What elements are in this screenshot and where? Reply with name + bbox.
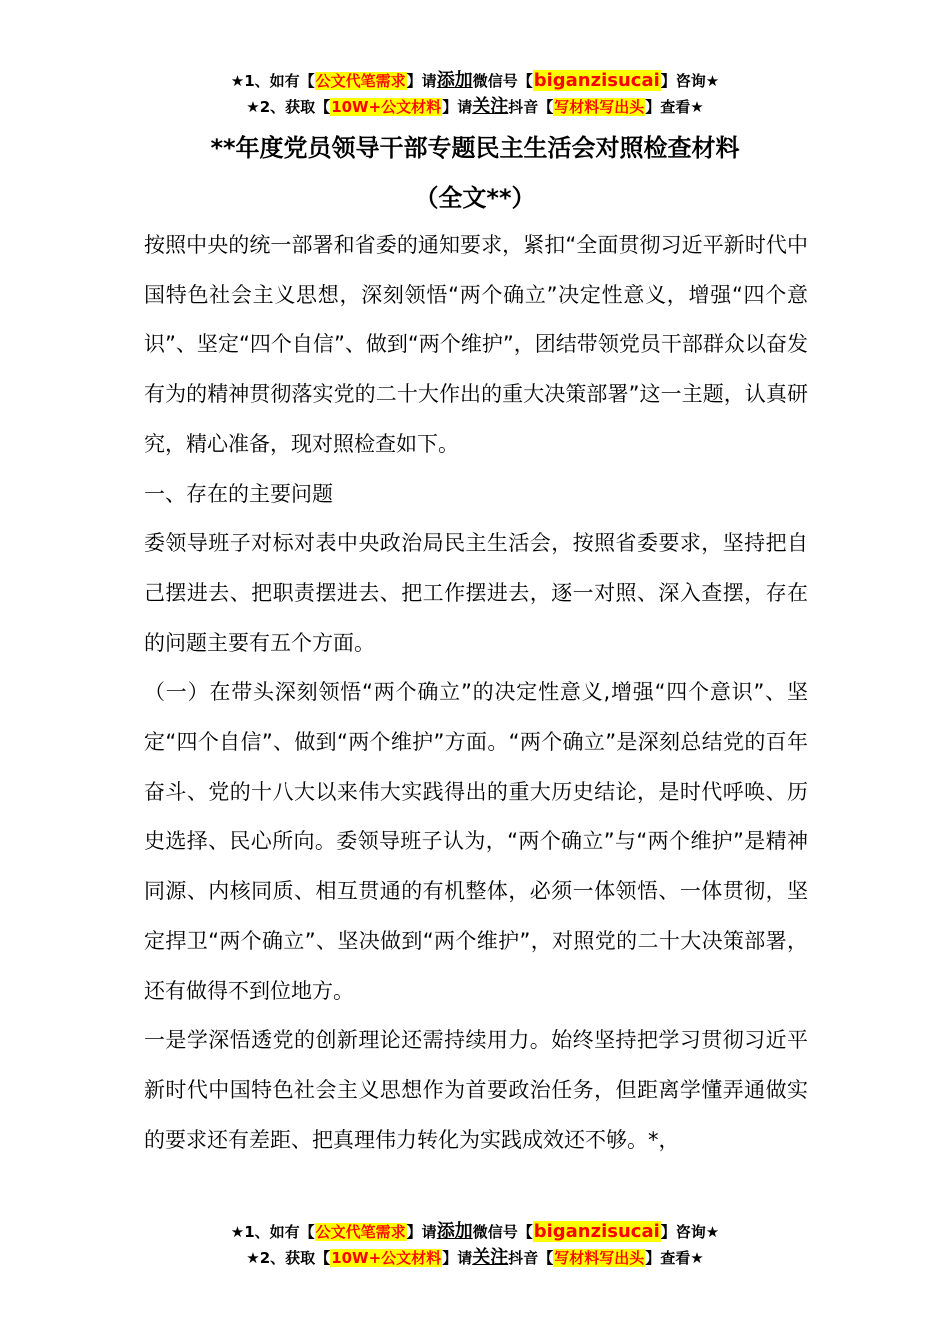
promo-line-1: ★1、如有【公文代笔需求】请添加微信号【biganzisucai】咨询★ (230, 70, 720, 91)
paragraph: （一）在带头深刻领悟“两个确立”的决定性意义,增强“四个意识”、坚定“四个自信”、做到“两个维护”方面。“两个确立”是深刻总结党的百年奋斗、党的十八大以来伟大实践得出的重大历史结论，是时代呼唤、历史选择、民心所向。委领导班子认为，“两个确立”与“两个维护”是精神同源、内核同质、相互贯通的有机整体，必须一体领悟、一体贯彻，坚定捍卫“两个确立”、坚决做到“两个维护”，对照党的二十大决策部署，还有做得不到位地方。 (144, 680, 808, 1003)
promo-banner-top (0, 68, 950, 120)
promo-line-2: ★2、获取【10W+公文材料】请关注抖音【写材料写出头】查看★ (246, 96, 704, 117)
highlight-text: biganzisucai (533, 1221, 660, 1242)
highlight-text: biganzisucai (533, 70, 660, 91)
underlined-text: 添加 (436, 1221, 473, 1242)
promo-banner-bottom (0, 1219, 950, 1271)
highlight-text: 10W+公文材料 (331, 1249, 442, 1267)
highlight-text: 10W+公文材料 (331, 98, 442, 116)
highlight-text: 写材料写出头 (554, 98, 645, 116)
paragraph: 按照中央的统一部署和省委的通知要求，紧扣“全面贯彻习近平新时代中国特色社会主义思想，深刻领悟“两个确立”决定性意义，增强“四个意识”、坚定“四个自信”、做到“两个维护”，团结带领党员干部群众以奋发有为的精神贯彻落实党的二十大作出的重大决策部署”这一主题，认真研究，精心准备，现对照检查如下。 (144, 233, 808, 456)
paragraph: 委领导班子对标对表中央政治局民主生活会，按照省委要求，坚持把自己摆进去、把职责摆进去、把工作摆进去，逐一对照、深入查摆，存在的问题主要有五个方面。 (144, 531, 808, 655)
highlight-text: 公文代笔需求 (315, 1223, 406, 1241)
underlined-text: 添加 (436, 70, 473, 91)
underlined-text: 关注 (472, 96, 509, 117)
highlight-text: 公文代笔需求 (315, 72, 406, 90)
document-title-line-2: （全文**） (414, 184, 536, 212)
section-heading: 一、存在的主要问题 (144, 481, 333, 506)
promo-line-1: ★1、如有【公文代笔需求】请添加微信号【biganzisucai】咨询★ (230, 1221, 720, 1242)
promo-line-2: ★2、获取【10W+公文材料】请关注抖音【写材料写出头】查看★ (246, 1247, 704, 1268)
document-title: **年度党员领导干部专题民主生活会对照检查材料 (210, 134, 740, 162)
highlight-text: 写材料写出头 (554, 1249, 645, 1267)
document-body (144, 221, 808, 1165)
underlined-text: 关注 (472, 1247, 509, 1268)
paragraph: 一是学深悟透党的创新理论还需持续用力。始终坚持把学习贯彻习近平新时代中国特色社会主义思想作为首要政治任务，但距离学懂弄通做实的要求还有差距、把真理伟力转化为实践成效还不够。*， (144, 1028, 808, 1152)
